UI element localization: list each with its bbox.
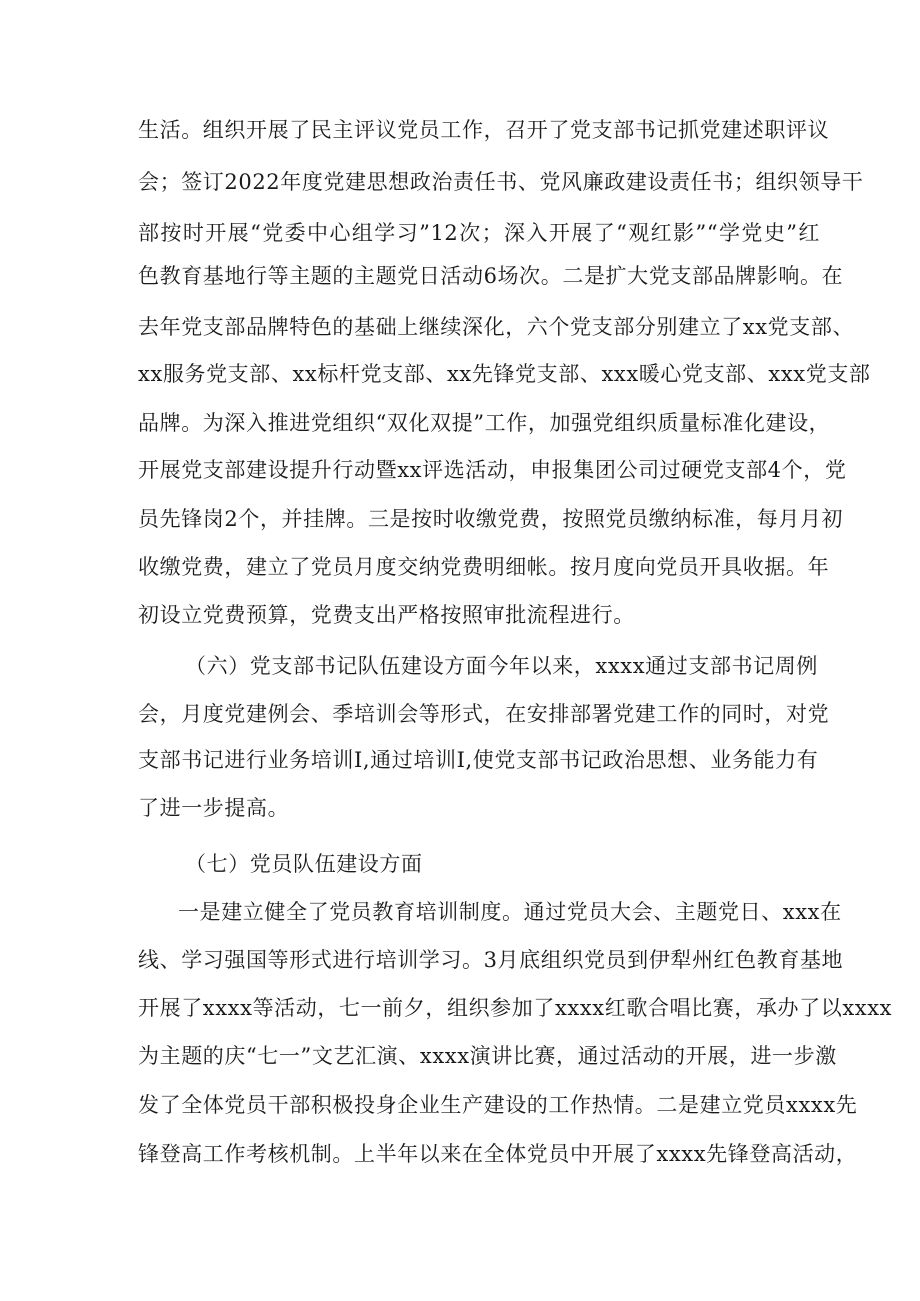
text-line: 收缴党费，建立了党员月度交纳党费明细帐。按月度向党员开具收据。年 [138,555,830,579]
text-line: 为主题的庆“七一”文艺汇演、xxxx演讲比赛，通过活动的开展，进一步激 [138,1044,837,1068]
text-line: 发了全体党员干部积极投身企业生产建设的工作热情。二是建立党员xxxx先 [138,1093,858,1117]
text-line: 开展了xxxx等活动，七一前夕，组织参加了xxxx红歌合唱比赛，承办了以xxxx [138,996,893,1020]
section-paragraph-six: （六）党支部书记队伍建设方面今年以来，xxxx通过支部书记周例 [185,654,818,678]
text-line: 锋登高工作考核机制。上半年以来在全体党员中开展了xxxx先锋登高活动， [138,1142,858,1166]
text-line: 初设立党费预算，党费支出严格按照审批流程进行。 [138,603,635,627]
text-line: 支部书记进行业务培训I,通过培训I,使党支部书记政治思想、业务能力有 [138,748,819,772]
text-line: 了进一步提高。 [138,796,290,820]
text-line: 一是建立健全了党员教育培训制度。通过党员大会、主题党日、xxx在 [178,900,842,924]
text-line: 品牌。为深入推进党组织“双化双提”工作，加强党组织质量标准化建设， [138,411,831,435]
text-line: 会，月度党建例会、季培训会等形式，在安排部署党建工作的同时，对党 [138,702,830,726]
text-line: 开展党支部建设提升行动暨xx评选活动，申报集团公司过硬党支部4个，党 [138,458,847,482]
section-heading: （七）党员队伍建设方面 [185,852,423,876]
text-line: 生活。组织开展了民主评议党员工作，召开了党支部书记抓党建述职评议 [138,118,830,142]
text-line: 色教育基地行等主题的主题党日活动6场次。二是扩大党支部品牌影响。在 [138,264,844,288]
text-line: 员先锋岗2个，并挂牌。三是按时收缴党费，按照党员缴纳标准，每月月初 [138,507,844,531]
text-line: 部按时开展“党委中心组学习”12次；深入开展了“观红影”“学党史”红 [138,221,820,245]
text-line: xx服务党支部、xx标杆党支部、xx先锋党支部、xxx暖心党支部、xxx党支部 [138,362,871,386]
text-line: 会；签订2022年度党建思想政治责任书、党风廉政建设责任书；组织领导干 [138,170,864,194]
text-line: 去年党支部品牌特色的基础上继续深化，六个党支部分别建立了xx党支部、 [138,315,855,339]
text-line: 线、学习强国等形式进行培训学习。3月底组织党员到伊犁州红色教育基地 [138,948,844,972]
